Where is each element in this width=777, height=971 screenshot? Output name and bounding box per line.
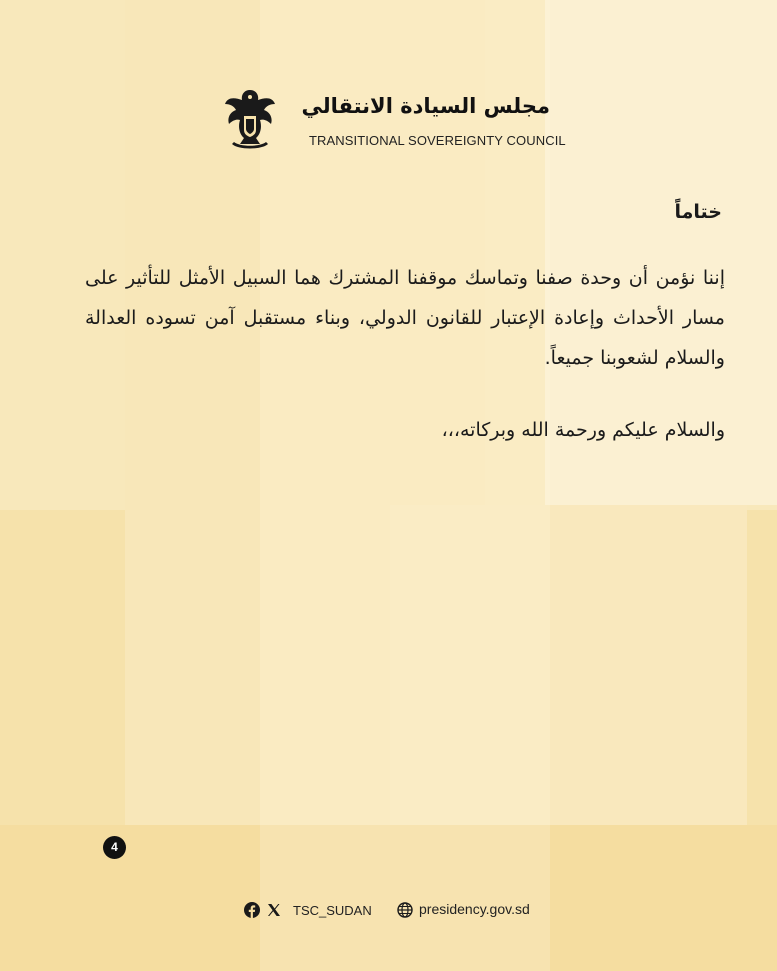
globe-icon xyxy=(397,902,413,918)
emblem-icon xyxy=(222,86,278,152)
council-title-arabic: مجلس السيادة الانتقالي xyxy=(301,94,550,118)
closing-greeting: والسلام عليكم ورحمة الله وبركاته،،، xyxy=(441,419,725,441)
page-number: 4 xyxy=(103,836,126,859)
social-handle[interactable]: TSC_SUDAN xyxy=(293,903,372,918)
section-heading: ختاماً xyxy=(674,201,722,223)
council-title-english: TRANSITIONAL SOVEREIGNTY COUNCIL xyxy=(309,133,566,148)
x-icon[interactable] xyxy=(267,903,281,917)
facebook-icon[interactable] xyxy=(244,902,260,918)
body-paragraph: إننا نؤمن أن وحدة صفنا وتماسك موقفنا المشترك هما السبيل الأمثل للتأثير على مسار الأحداث وإعادة الإعتبار للقانون الدولي، وبناء مستقبل آمن تسوده العدالة والسلام لشعوبنا جميعاً. xyxy=(85,267,725,369)
footer xyxy=(244,899,544,923)
website-link[interactable]: presidency.gov.sd xyxy=(419,901,530,917)
header xyxy=(222,86,566,156)
